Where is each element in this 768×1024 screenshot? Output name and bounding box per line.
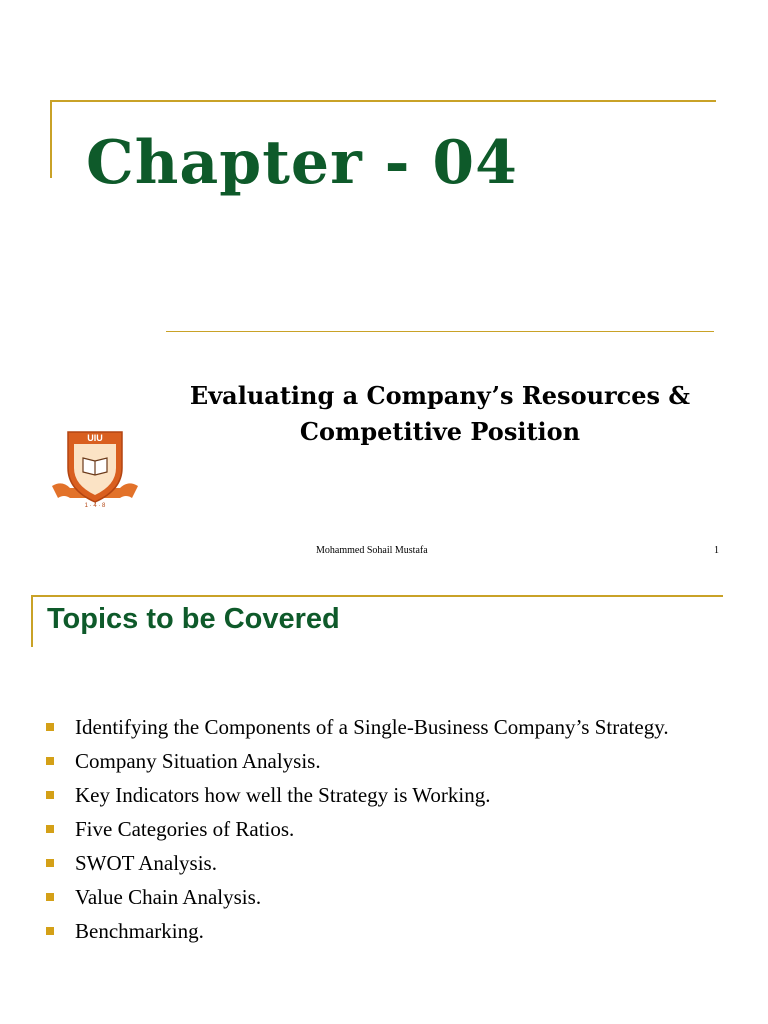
top-divider-line [50, 100, 716, 102]
square-bullet-icon [46, 927, 54, 935]
svg-text:UIU: UIU [87, 433, 103, 443]
topics-title: Topics to be Covered [47, 603, 340, 635]
footer-page-number: 1 [714, 545, 719, 556]
list-item: Five Categories of Ratios. [45, 815, 723, 843]
middle-divider-line [166, 331, 714, 332]
square-bullet-icon [46, 791, 54, 799]
list-item: Identifying the Components of a Single-Business Company’s Strategy. [45, 713, 723, 741]
university-crest-icon [50, 428, 140, 510]
list-item: Key Indicators how well the Strategy is Working. [45, 781, 723, 809]
slide-2 [0, 585, 768, 1024]
list-item: Benchmarking. [45, 917, 723, 945]
left-divider-line [31, 595, 33, 647]
footer-author: Mohammed Sohail Mustafa [316, 545, 428, 556]
subtitle-line-2: Competitive Position [299, 417, 581, 446]
subtitle-line-1: Evaluating a Company’s Resources & [189, 381, 691, 410]
square-bullet-icon [46, 757, 54, 765]
list-item: Company Situation Analysis. [45, 747, 723, 775]
square-bullet-icon [46, 859, 54, 867]
chapter-subtitle [180, 378, 700, 450]
left-divider-line [50, 100, 52, 178]
square-bullet-icon [46, 893, 54, 901]
square-bullet-icon [46, 825, 54, 833]
list-item: Value Chain Analysis. [45, 883, 723, 911]
chapter-title: Chapter - 04 [86, 128, 518, 198]
topic-list [45, 713, 723, 951]
list-item: SWOT Analysis. [45, 849, 723, 877]
square-bullet-icon [46, 723, 54, 731]
top-divider-line [31, 595, 723, 597]
svg-text:1 · 4 · 8: 1 · 4 · 8 [84, 503, 106, 509]
